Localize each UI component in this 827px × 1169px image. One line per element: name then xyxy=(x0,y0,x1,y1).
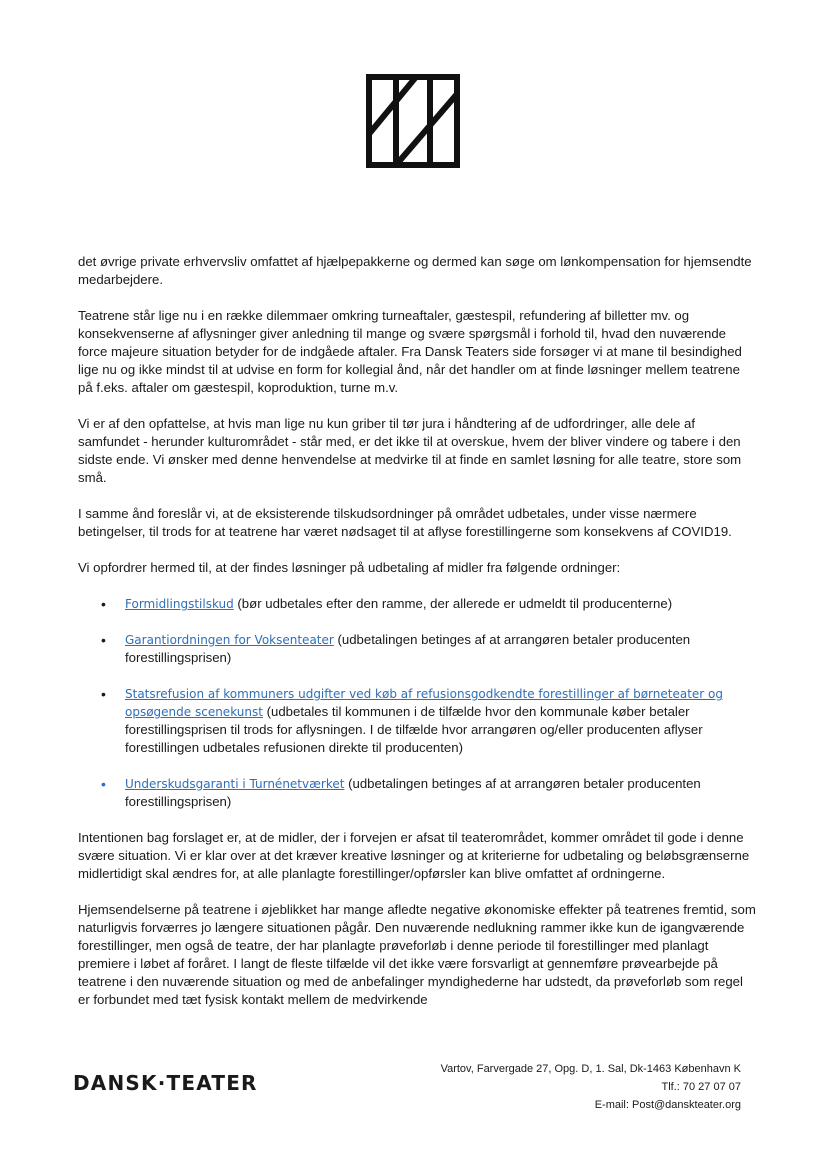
bullet-icon: • xyxy=(101,776,106,792)
paragraph: Teatrene står lige nu i en række dilemmaer omkring turneaftaler, gæstespil, refundering af billetter mv. og konsekvenserne af aflysninger giver anledning til mange og svære spørgsmål i forhold til, hvad den nuværende force majeure situation betyder for de indgåede aftaler. Fra Dansk Teaters side forsøger vi at mane til besindighed lige nu og ikke mindst til at udvise en form for kollegial ånd, når det handler om at finde løsninger mellem teatrene på f.eks. aftaler om gæstespil, koproduktion, turne m.v. xyxy=(78,308,742,395)
footer-brand-logo: DANSK·TEATER xyxy=(73,1071,258,1095)
bullet-icon: • xyxy=(101,596,106,612)
list-item-text: (udbetales til kommunen i de tilfælde hvor den kommunale køber betaler forestillingsprisen til trods for aflysningen. I de tilfælde hvor arrangøren og/eller producenten aflyser forestillingen udbetales refusionen direkte til producenten) xyxy=(125,704,703,755)
bullet-icon: • xyxy=(101,632,106,648)
paragraph: det øvrige private erhvervsliv omfattet af hjælpepakkerne og dermed kan søge om lønkompensation for hjemsendte medarbejdere. xyxy=(78,254,752,287)
list-item xyxy=(78,775,756,811)
paragraph: I samme ånd foreslår vi, at de eksisterende tilskudsordninger på området udbetales, under visse nærmere betingelser, til trods for at teatrene har været nødsaget til at aflyse forestillingerne som konsekvens af COVID19. xyxy=(78,506,732,539)
link-formidlingstilskud[interactable]: Formidlingstilskud xyxy=(125,597,234,611)
paragraph: Hjemsendelserne på teatrene i øjeblikket har mange afledte negative økonomiske effekter på teatrenes fremtid, som naturligvis forværres jo længere situationen pågår. Den nuværende nedlukning rammer ikke kun de igangværende forestillinger, men også de teatre, der har planlagte prøveforløb i denne periode til forestillinger med planlagt premiere i løbet af foråret. I langt de fleste tilfælde vil det ikke være forsvarligt at gennemføre prøvearbejde på teatrene i den nuværende situation og med de anbefalinger myndighederne har udstedt, da prøveforløb som regel er forbundet med tæt fysisk kontakt mellem de medvirkende xyxy=(78,902,756,1007)
letter-body xyxy=(78,253,756,1027)
list-item xyxy=(78,631,756,667)
paragraph: Vi opfordrer hermed til, at der findes løsninger på udbetaling af midler fra følgende ordninger: xyxy=(78,560,621,575)
list-item xyxy=(78,595,756,613)
bullet-icon: • xyxy=(101,686,106,702)
footer-phone: Tlf.: 70 27 07 07 xyxy=(661,1081,741,1093)
link-statsrefusion[interactable]: Statsrefusion af kommuners udgifter ved køb af refusionsgodkendte forestillinger af børneteater og opsøgende scenekunst xyxy=(125,687,723,719)
scheme-list xyxy=(78,595,756,811)
list-item-text: (udbetalingen betinges af at arrangøren betaler producenten forestillingsprisen) xyxy=(125,776,701,809)
paragraph: Vi er af den opfattelse, at hvis man lige nu kun griber til tør jura i håndtering af de udfordringer, alle dele af samfundet - herunder kulturområdet - står med, er det ikke til at overskue, hvem der bliver vindere og tabere i den sidste ende. Vi ønsker med denne henvendelse at medvirke til at finde en samlet løsning for alle teatre, store som små. xyxy=(78,416,742,485)
link-garantiordningen[interactable]: Garantiordningen for Voksenteater xyxy=(125,633,334,647)
list-item xyxy=(78,685,756,757)
dansk-teater-logo-icon xyxy=(366,74,460,168)
list-item-text: (bør udbetales efter den ramme, der allerede er udmeldt til producenterne) xyxy=(233,596,673,611)
list-item-text: (udbetalingen betinges af at arrangøren betaler producenten forestillingsprisen) xyxy=(125,632,691,665)
paragraph: Intentionen bag forslaget er, at de midler, der i forvejen er afsat til teaterområdet, kommer området til gode i denne svære situation. Vi er klar over at det kræver kreative løsninger og at kriterierne for udbetaling og beløbsgrænserne midlertidigt skal ændres for, at alle planlagte forestillinger/opførsler kan blive omfattet af ordningerne. xyxy=(78,830,750,881)
footer-email: E-mail: Post@danskteater.org xyxy=(594,1099,741,1111)
link-underskudsgaranti[interactable]: Underskudsgaranti i Turnénetværket xyxy=(125,777,345,791)
footer-address: Vartov, Farvergade 27, Opg. D, 1. Sal, Dk-1463 København K xyxy=(440,1063,741,1075)
footer-contact xyxy=(441,1060,741,1114)
